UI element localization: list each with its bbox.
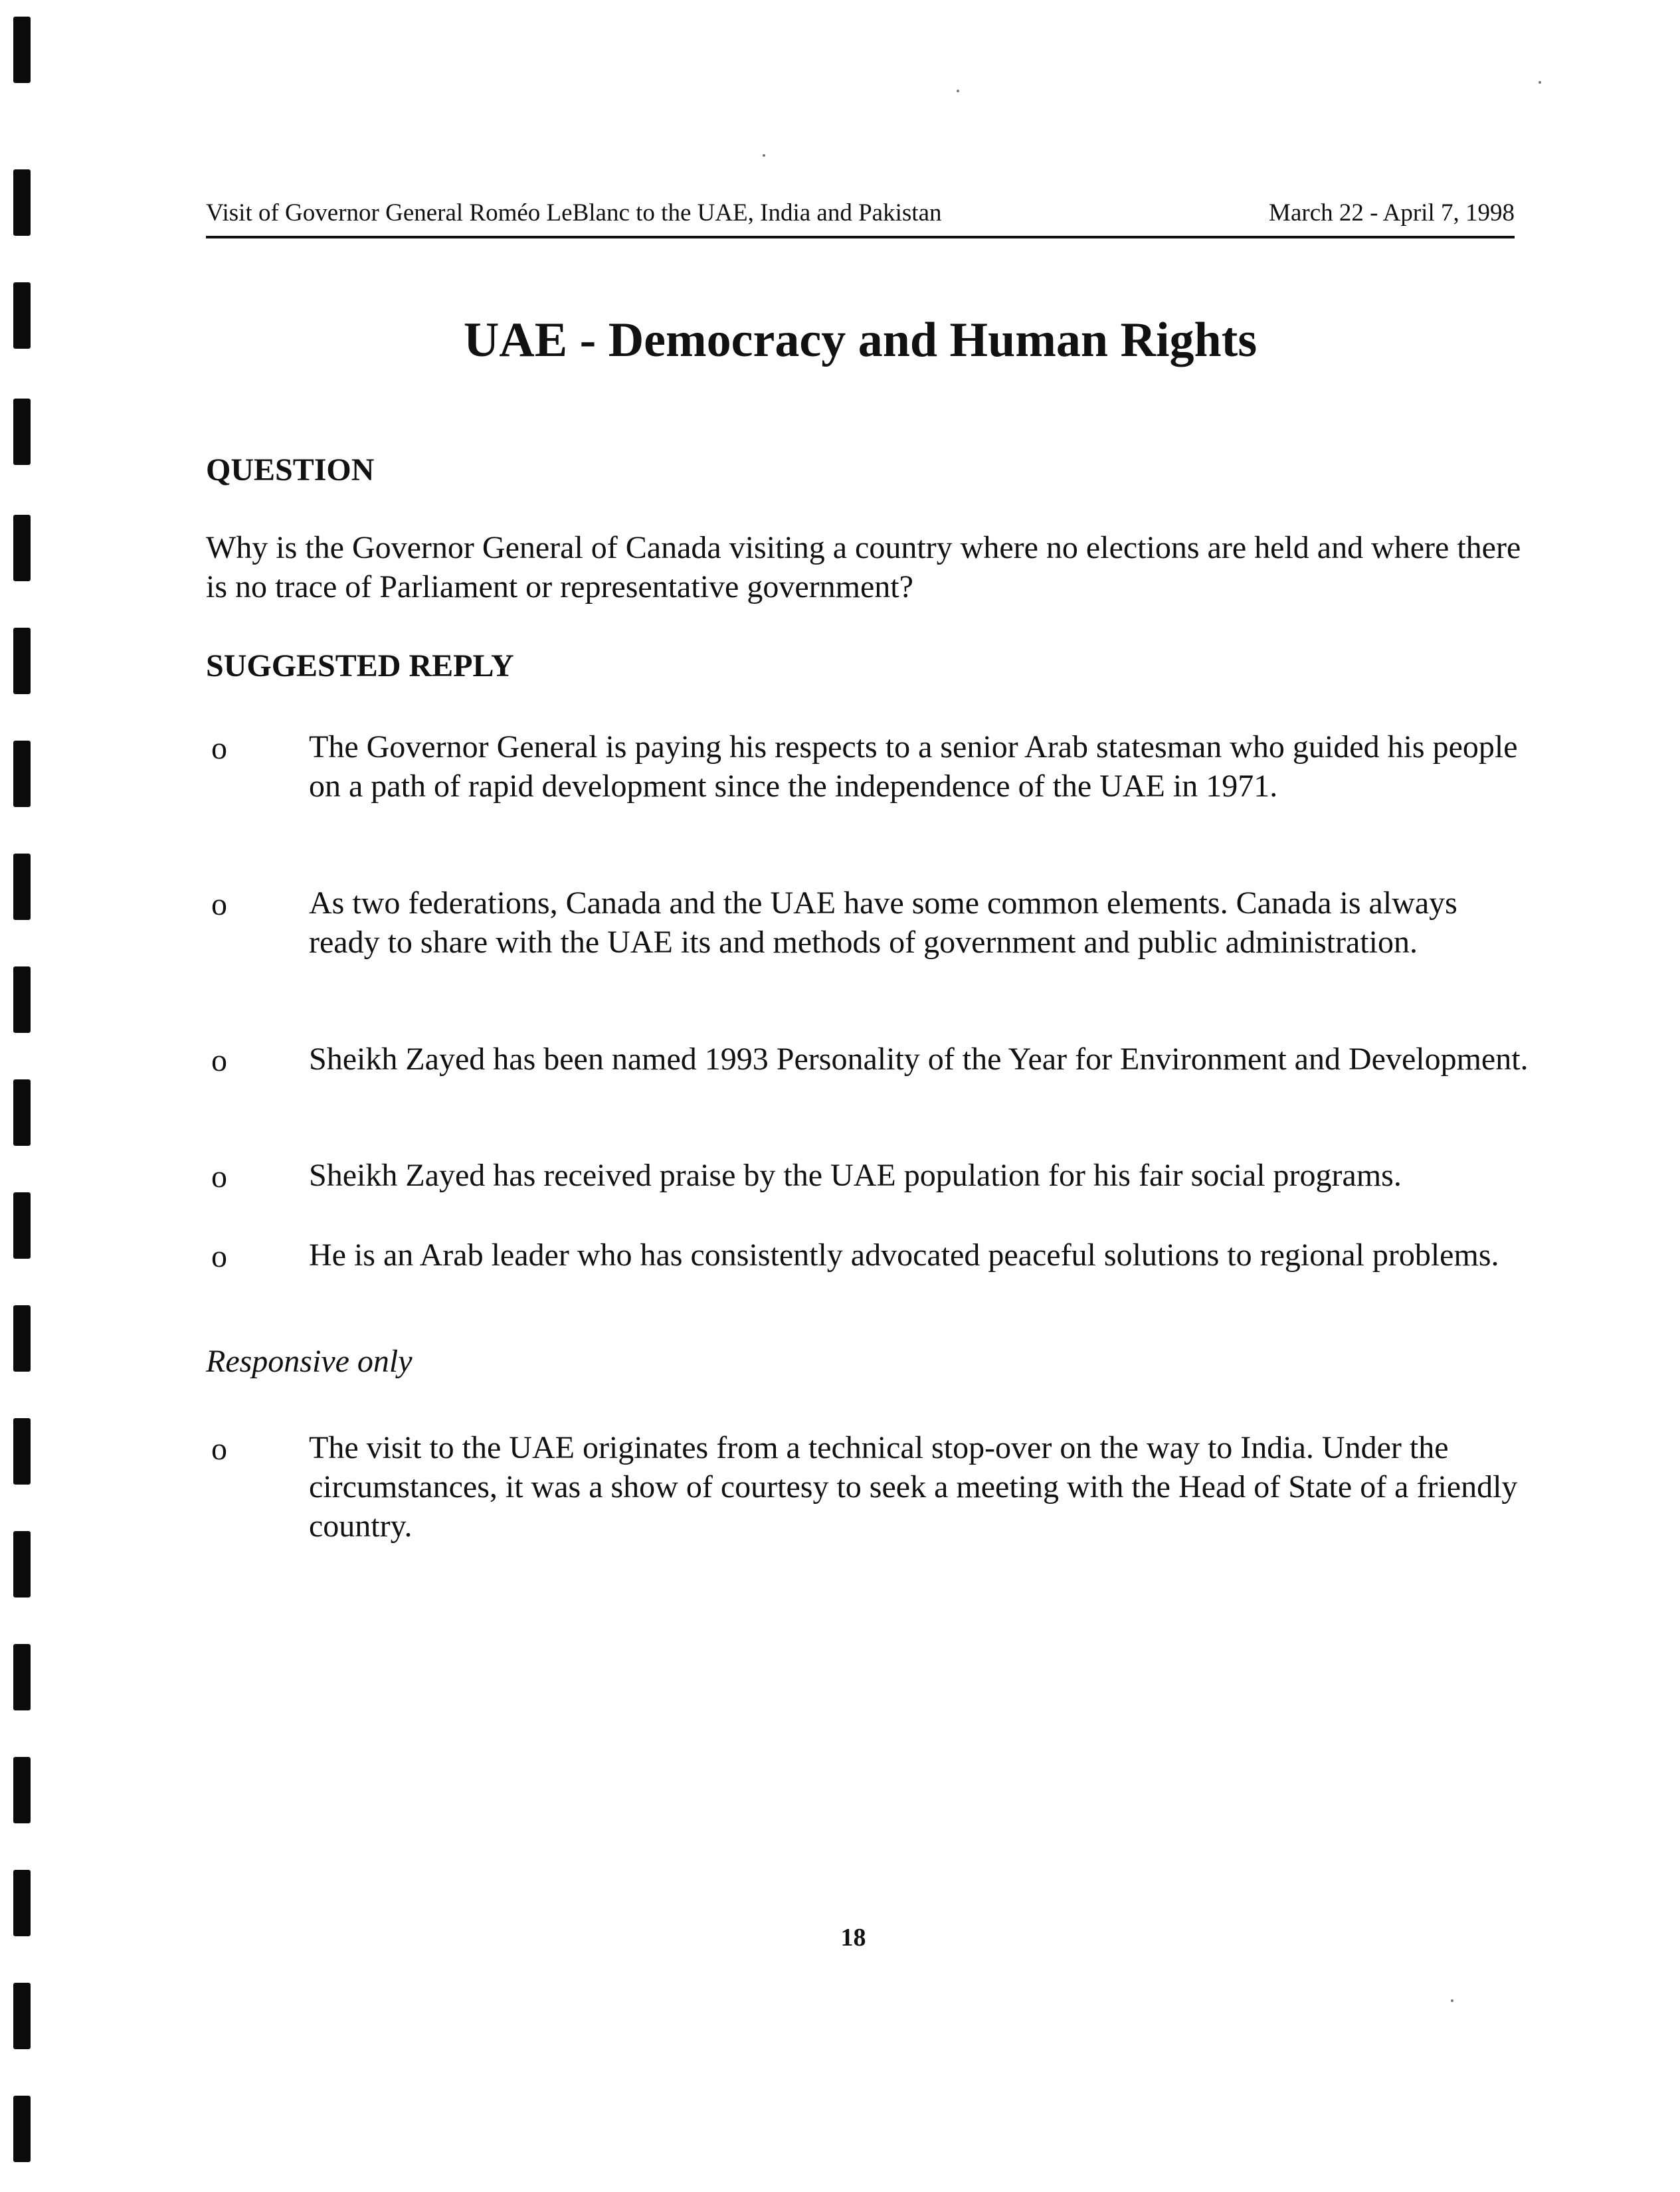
binder-mark [13, 1531, 31, 1598]
bullet-circle-icon: o [211, 1159, 227, 1194]
header-date-range: March 22 - April 7, 1998 [1269, 199, 1515, 227]
scan-speck [1451, 1999, 1453, 2002]
binder-mark [13, 282, 31, 349]
binder-mark [13, 515, 31, 581]
binder-mark [13, 1079, 31, 1146]
binder-mark [13, 628, 31, 694]
binder-mark [13, 2096, 31, 2162]
header-trip-title: Visit of Governor General Roméo LeBlanc to the UAE, India and Pakistan [206, 199, 942, 227]
page-title: UAE - Democracy and Human Rights [463, 313, 1258, 367]
responsive-only-label: Responsive only [206, 1344, 413, 1379]
binder-mark [13, 1192, 31, 1259]
question-heading: QUESTION [206, 452, 375, 488]
scan-speck [1539, 81, 1541, 84]
binder-mark [13, 1644, 31, 1710]
binder-mark [13, 17, 31, 83]
bullet-circle-icon: o [211, 1239, 227, 1274]
reply-bullet-text: As two federations, Canada and the UAE have some common elements. Canada is always ready to share with the UAE its and methods of government and public administration. [309, 885, 1457, 960]
bullet-circle-icon: o [211, 1431, 227, 1467]
scan-speck [763, 154, 765, 157]
bullet-circle-icon: o [211, 887, 227, 922]
question-text: Why is the Governor General of Canada visiting a country where no elections are held and where there is no trace of Parliament or representative government? [206, 530, 1521, 604]
reply-bullet-text: Sheikh Zayed has received praise by the UAE population for his fair social programs. [309, 1158, 1402, 1193]
suggested-reply-heading: SUGGESTED REPLY [206, 648, 514, 684]
binder-mark [13, 1983, 31, 2049]
reply-bullet-text: He is an Arab leader who has consistently advocated peaceful solutions to regional problems. [309, 1237, 1499, 1273]
binder-mark [13, 1418, 31, 1485]
binder-mark [13, 1305, 31, 1372]
binder-mark [13, 854, 31, 920]
binder-mark [13, 1757, 31, 1823]
page-number: 18 [840, 1924, 866, 1952]
bullet-circle-icon: o [211, 731, 227, 766]
reply-bullet-text: Sheikh Zayed has been named 1993 Personality of the Year for Environment and Development. [309, 1042, 1529, 1077]
binder-mark [13, 169, 31, 236]
binder-mark [13, 966, 31, 1033]
binder-mark [13, 741, 31, 807]
scan-speck [957, 90, 959, 92]
running-header [206, 196, 1515, 238]
bullet-circle-icon: o [211, 1043, 227, 1078]
responsive-bullet-text: The visit to the UAE originates from a technical stop-over on the way to India. Under the circumstances, it was a show of courtesy to seek a meeting with the Head of State of a friendly country. [309, 1430, 1518, 1544]
binder-mark [13, 399, 31, 465]
reply-bullet-text: The Governor General is paying his respects to a senior Arab statesman who guided his people on a path of rapid development since the independence of the UAE in 1971. [309, 729, 1518, 804]
